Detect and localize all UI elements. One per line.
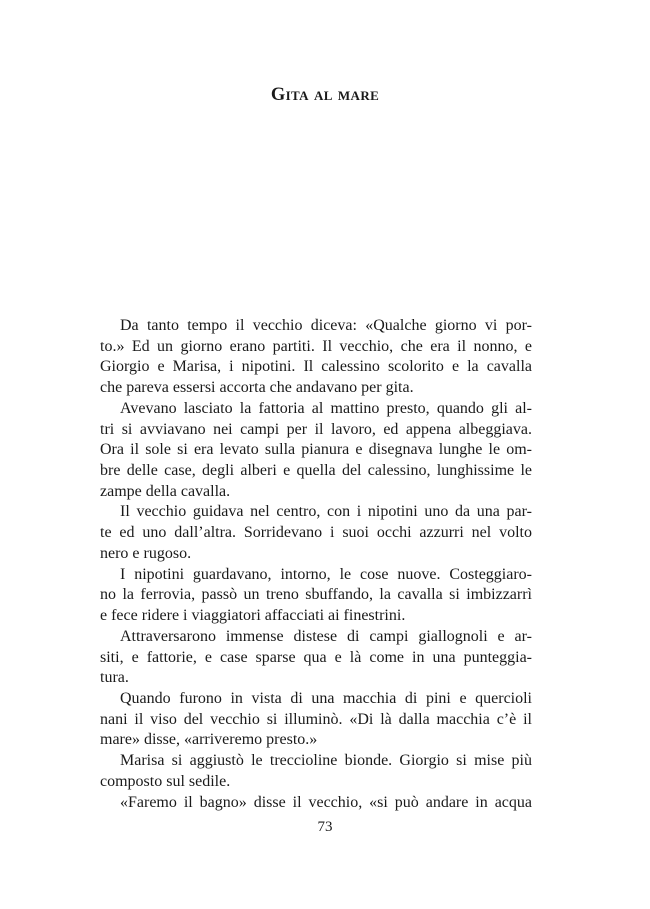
body-text — [100, 316, 532, 813]
chapter-title: Gita al mare — [270, 85, 380, 105]
text-line: bre delle case, degli alberi e quella del calessino, lunghissime le — [100, 462, 532, 480]
text-line: nani il viso del vecchio si illuminò. «Di là dalla macchia c’è il — [100, 710, 532, 728]
text-line: Da tanto tempo il vecchio diceva: «Qualche giorno vi por- — [120, 317, 532, 334]
text-line: nero e rugoso. — [100, 544, 192, 562]
text-line: I nipotini guardavano, intorno, le cose nuove. Costeggiaro- — [120, 565, 532, 583]
text-line: no la ferrovia, passò un treno sbuffando, la cavalla si imbizzarrì — [100, 586, 532, 604]
text-line: Giorgio e Marisa, i nipotini. Il calessino scolorito e la cavalla — [100, 358, 532, 376]
text-line: Ora il sole si era levato sulla pianura e disegnava lunghe le om- — [100, 441, 532, 459]
page-number: 73 — [317, 819, 333, 835]
text-line: Attraversarono immense distese di campi giallognoli e ar- — [120, 627, 532, 645]
text-line: Avevano lasciato la fattoria al mattino presto, quando gli al- — [120, 399, 532, 417]
text-line: «Faremo il bagno» disse il vecchio, «si può andare in acqua — [120, 793, 532, 811]
text-line: e fece ridere i viaggiatori affacciati ai finestrini. — [100, 607, 406, 625]
text-line: Il vecchio guidava nel centro, con i nipotini uno da una par- — [120, 503, 532, 521]
text-line: tura. — [100, 669, 129, 687]
text-line: te ed uno dall’altra. Sorridevano i suoi occhi azzurri nel volto — [100, 524, 532, 542]
text-line: composto sul sedile. — [100, 772, 231, 790]
text-line: to.» Ed un giorno erano partiti. Il vecchio, che era il nonno, e — [100, 337, 532, 355]
text-line: siti, e fattorie, e case sparse qua e là come in una punteggia- — [100, 648, 532, 666]
text-line: Quando furono in vista di una macchia di pini e quercioli — [120, 689, 532, 707]
text-line: Marisa si aggiustò le treccioline bionde. Giorgio si mise più — [120, 752, 532, 770]
text-line: zampe della cavalla. — [100, 482, 231, 500]
text-line: che pareva essersi accorta che andavano per gita. — [100, 379, 414, 397]
text-line: mare» disse, «arriveremo presto.» — [100, 731, 318, 749]
text-line: tri si avviavano nei campi per il lavoro, ed appena albeggiava. — [100, 420, 532, 438]
